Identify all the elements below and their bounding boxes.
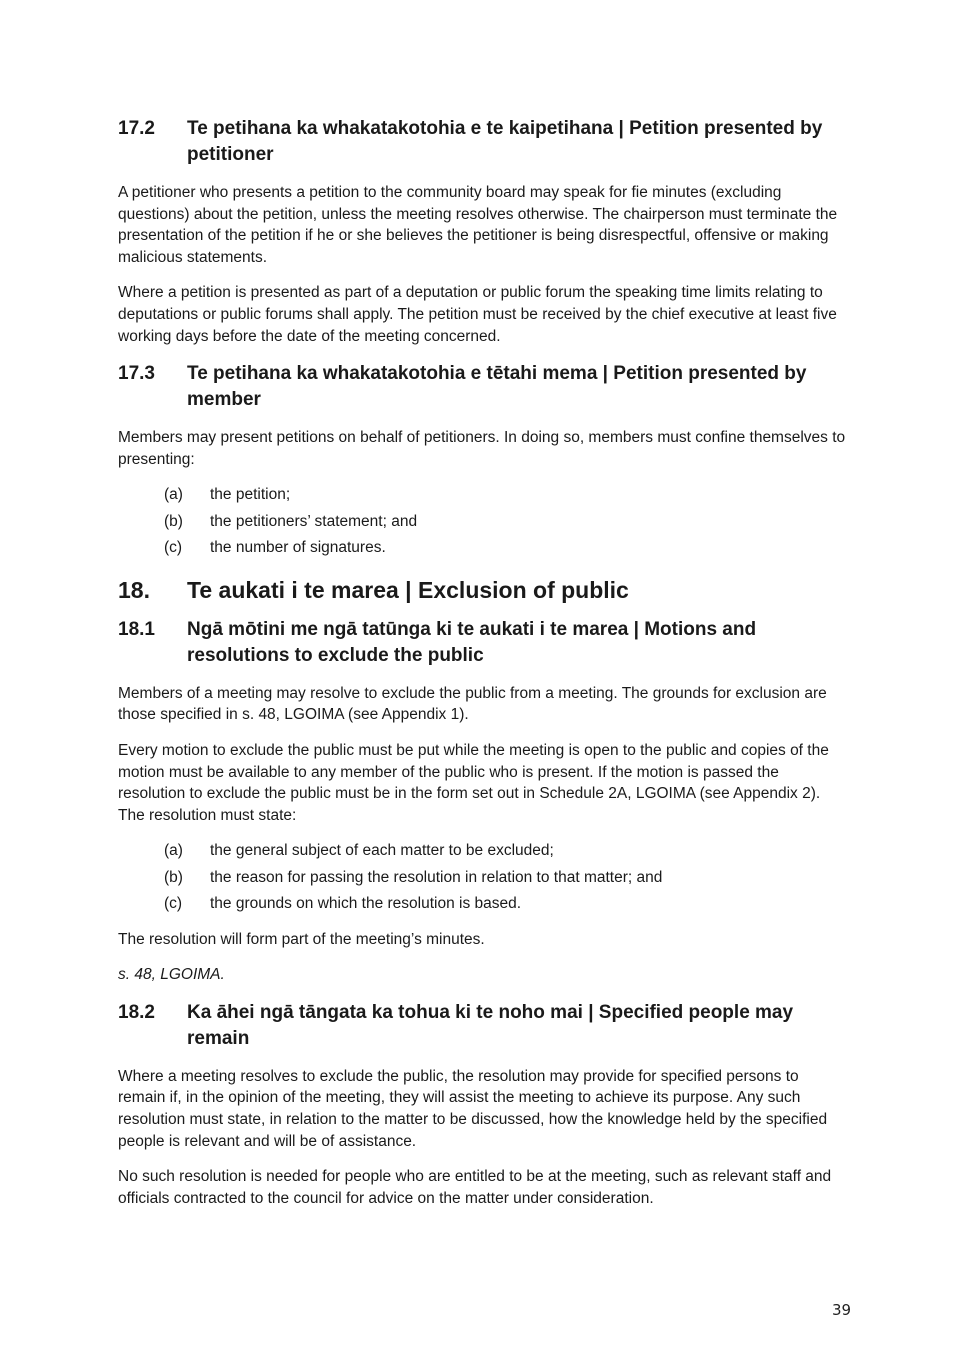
list-item-text: the number of signatures. — [210, 539, 386, 557]
list-item-label: (c) — [164, 539, 183, 557]
section-title: Te petihana ka whakatakotohia e tētahi mema | Petition presented by member — [187, 363, 807, 411]
paragraph: Members of a meeting may resolve to exclude the public from a meeting. The grounds for exclusion are those specified in s. 48, LGOIMA (see Appendix 1). — [118, 684, 827, 724]
list-item-text: the reason for passing the resolution in relation to that matter; and — [210, 868, 663, 886]
list-item — [118, 893, 850, 915]
list-item-label: (b) — [164, 512, 183, 530]
paragraph: Where a petition is presented as part of a deputation or public forum the speaking time limits relating to deputations or public forums shall apply. The petition must be received by the chief executive at least five working days before the date of the meeting concerned. — [118, 284, 837, 345]
section-title: Te aukati i te marea | Exclusion of public — [187, 576, 629, 603]
list-item-text: the petition; — [210, 486, 291, 504]
list-item-text: the grounds on which the resolution is based. — [210, 895, 522, 913]
paragraph: Members may present petitions on behalf of petitioners. In doing so, members must confine themselves to presenting: — [118, 429, 846, 468]
list-item-label: (c) — [164, 895, 183, 913]
list-item-label: (a) — [164, 486, 183, 504]
list-item — [118, 484, 850, 506]
legal-reference: s. 48, LGOIMA. — [118, 966, 225, 984]
list-item — [118, 537, 850, 559]
paragraph: The resolution will form part of the meeting’s minutes. — [118, 930, 485, 948]
petition-items-list — [118, 484, 850, 558]
section-heading-17-2 — [118, 116, 850, 168]
list-item — [118, 840, 850, 862]
section-heading-17-3 — [118, 361, 850, 413]
page-number: 39 — [832, 1301, 852, 1319]
section-number: 17.3 — [118, 363, 155, 385]
paragraph: Every motion to exclude the public must be put while the meeting is open to the public and copies of the motion must be available to any member of the public who is present. If the motion is passed the resolution to exclude the public must be in the form set out in Schedule 2A, LGOIMA (see Appendix 2). The resolution must state: — [118, 741, 829, 824]
section-title: Ngā mōtini me ngā tatūnga ki te aukati i te marea | Motions and resolutions to exclude the public — [187, 618, 757, 666]
section-number: 18.1 — [118, 618, 155, 640]
paragraph: Where a meeting resolves to exclude the public, the resolution may provide for specified persons to remain if, in the opinion of the meeting, they will assist the meeting to achieve its purpose. Any such resolution must state, in relation to the matter to be discussed, how the knowledge held by the specified people is relevant and will be of assistance. — [118, 1067, 828, 1150]
list-item-label: (b) — [164, 868, 183, 886]
list-item — [118, 867, 850, 889]
section-number: 18.2 — [118, 1001, 155, 1023]
section-heading-18-1 — [118, 617, 850, 669]
paragraph: No such resolution is needed for people who are entitled to be at the meeting, such as relevant staff and officials contracted to the council for advice on the matter under consideration. — [118, 1168, 832, 1207]
section-title: Ka āhei ngā tāngata ka tohua ki te noho mai | Specified people may remain — [187, 1001, 794, 1049]
resolution-items-list — [118, 840, 850, 914]
section-number: 17.2 — [118, 118, 155, 139]
section-heading-18 — [118, 575, 850, 605]
list-item-label: (a) — [164, 842, 183, 860]
document-page — [118, 116, 850, 1223]
section-heading-18-2 — [118, 1000, 850, 1052]
list-item-text: the petitioners’ statement; and — [210, 512, 418, 530]
paragraph: A petitioner who presents a petition to the community board may speak for fie minutes (excluding questions) about the petition, unless the meeting resolves otherwise. The chairperson must terminate the presentation of the petition if he or she believes the petitioner is being disrespectful, offensive or making malicious statements. — [118, 184, 838, 266]
list-item — [118, 511, 850, 533]
list-item-text: the general subject of each matter to be excluded; — [210, 842, 554, 860]
section-title: Te petihana ka whakatakotohia e te kaipetihana | Petition presented by petitioner — [187, 118, 823, 165]
section-number: 18. — [118, 576, 150, 603]
